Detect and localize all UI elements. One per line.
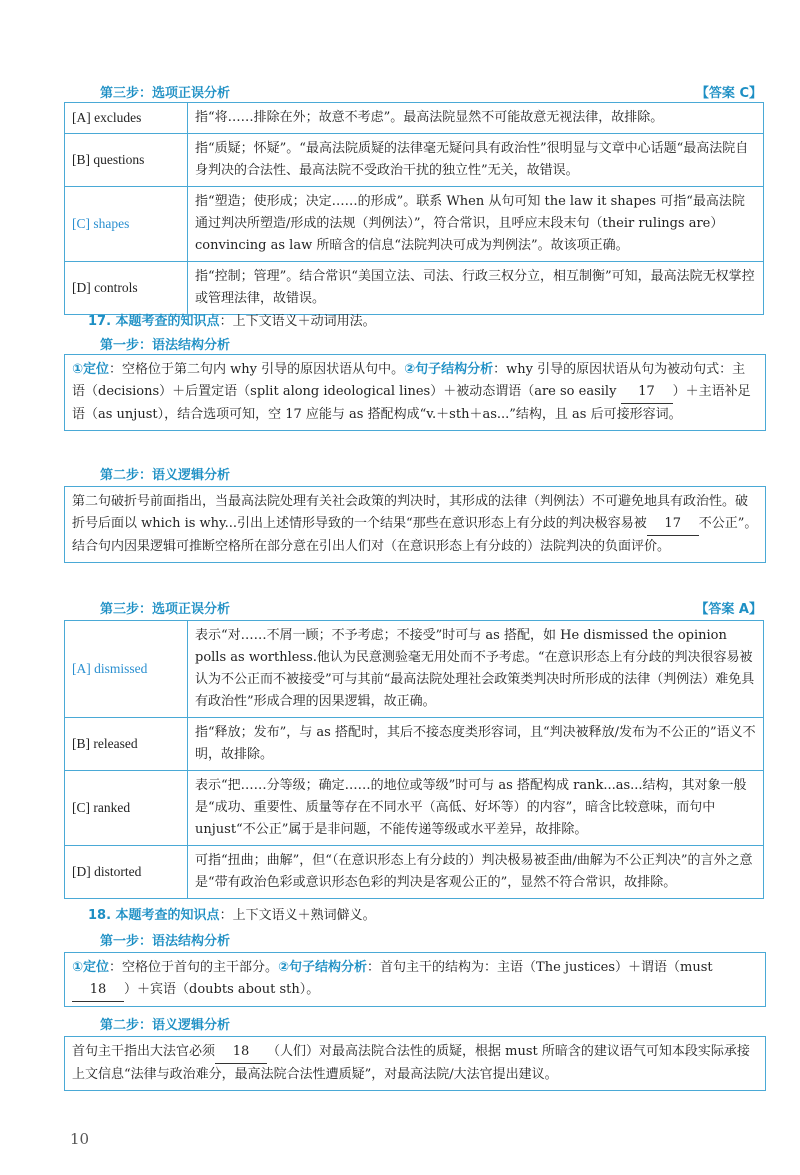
q17-step3-heading: 第三步：选项正误分析 [100,602,231,617]
q18-grammar-box [64,952,766,1007]
q18-heading [88,906,376,926]
structure-text: ：why 引导的原因状语从句为被动句式：主语（decisions）＋后置定语（split along ideological lines）＋被动态谓语（are so easily [72,362,746,399]
option-text: 指“释放；发布”，与 as 搭配时，其后不接态度类形容词，且“判决被释放/发布为不公正的”语义不明，故排除。 [188,718,764,771]
blank-18: 18 [72,979,124,1002]
structure-text: ：首句主干的结构为：主语（The justices）＋谓语（must [367,960,713,975]
q17-options-table [64,620,764,899]
table-row [65,846,764,899]
option-text: 指“控制；管理”。结合常识“美国立法、司法、行政三权分立，相互制衡”可知，最高法院无权掌控或管理法律，故错误。 [188,262,764,315]
option-text: 可指“扭曲；曲解”，但“（在意识形态上有分歧的）判决极易被歪曲/曲解为不公正判决”的言外之意是“带有政治色彩或意识形态色彩的判决是客观公正的”，显然不符合常识，故排除。 [188,846,764,899]
q16-step3-heading: 第三步：选项正误分析 [100,86,231,101]
blank-17: 17 [647,513,699,536]
logic-text: 第二句破折号前面指出，当最高法院处理有关社会政策的判决时，其形成的法律（判例法）不可避免地具有政治性。破折号后面以 which is why...引出上述情形导致的一个结果“那些在意识形态上有分歧的判决极容易被 [72,494,749,531]
q17-heading-number: 17. 本题考查的知识点 [88,314,220,329]
option-label: [A] excludes [65,103,188,134]
q17-step2-heading: 第二步：语义逻辑分析 [100,468,231,483]
locate-label: ①定位 [72,960,110,975]
locate-text: ：空格位于第二句内 why 引导的原因状语从句中。 [109,362,405,377]
option-label: [B] questions [65,134,188,187]
q18-logic-box [64,1036,766,1091]
table-row [65,187,764,262]
table-row [65,621,764,718]
logic-text: 首句主干指出大法官必须 [72,1044,216,1059]
option-label-correct: [A] dismissed [65,621,188,718]
q17-step1-heading: 第一步：语法结构分析 [100,338,231,353]
logic-text-cont: （人们）对最高法院合法性的质疑，根据 must 所暗含的建议语气可知本段实际承接上文信息“法律与政治难分，最高法院合法性遭质疑”，对最高法院/大法官提出建议。 [72,1044,750,1082]
blank-17: 17 [621,381,673,404]
q17-heading-text: ：上下文语义＋动词用法。 [219,314,376,329]
locate-text: ：空格位于首句的主干部分。 [109,960,279,975]
option-label: [D] distorted [65,846,188,899]
option-label-correct: [C] shapes [65,187,188,262]
structure-label: ②句子结构分析 [278,960,368,975]
q17-logic-box [64,486,766,563]
q18-heading-number: 18. 本题考查的知识点 [88,908,220,923]
q18-step1-heading: 第一步：语法结构分析 [100,934,231,949]
option-text: 指“将……排除在外；故意不考虑”。最高法院显然不可能故意无视法律，故排除。 [188,103,764,134]
q16-options-table [64,102,764,315]
locate-label: ①定位 [72,362,110,377]
table-row [65,718,764,771]
option-label: [C] ranked [65,771,188,846]
q18-step2-heading: 第二步：语义逻辑分析 [100,1018,231,1033]
table-row [65,134,764,187]
table-row [65,771,764,846]
table-row [65,262,764,315]
option-text: 表示“把……分等级；确定……的地位或等级”时可与 as 搭配构成 rank...as...结构，其对象一般是“成功、重要性、质量等存在不同水平（高低、好坏等）的内容”，暗含比较意味，而句中 unjust“不公正”属于是非问题，不能传递等级或水平差异，故排除。 [188,771,764,846]
q17-grammar-box [64,354,766,431]
page-number: 10 [70,1130,90,1148]
structure-text-cont: ）＋主语补足语（as unjust），结合选项可知，空 17 应能与 as 搭配构成“v.＋sth＋as...”结构，且 as 后可接形容词。 [72,384,751,422]
option-text: 指“塑造；使形成；决定……的形成”。联系 When 从句可知 the law it shapes 可指“最高法院通过判决所塑造/形成的法规（判例法）”，符合常识，且呼应末段末句（their rulings are）convincing as law 所暗含的信息“法院判决可成为判例法”。故该项正确。 [188,187,764,262]
q17-heading [88,312,376,332]
q17-answer-badge: 【答案 A】 [695,602,762,617]
option-text: 表示“对……不屑一顾；不予考虑；不接受”时可与 as 搭配，如 He dismissed the opinion polls as worthless.他认为民意测验毫无用处而不予考虑。“在意识形态上有分歧的判决很容易被认为不公正而不被接受”可与其前“最高法院处理社会政策类判决时所形成的法律（判例法）难免具有政治性”形成合理的因果逻辑，故正确。 [188,621,764,718]
q16-answer-badge: 【答案 C】 [695,86,762,101]
structure-text-cont: ）＋宾语（doubts about sth）。 [124,982,320,997]
option-text: 指“质疑；怀疑”。“最高法院质疑的法律毫无疑问具有政治性”很明显与文章中心话题“最高法院自身判决的合法性、最高法院不受政治干扰的独立性”无关，故错误。 [188,134,764,187]
structure-label: ②句子结构分析 [404,362,494,377]
option-label: [D] controls [65,262,188,315]
logic-text-cont: 不公正”。结合句内因果逻辑可推断空格所在部分意在引出人们对（在意识形态上有分歧的）法院判决的负面评价。 [72,516,758,554]
table-row [65,103,764,134]
blank-18: 18 [215,1041,267,1064]
option-label: [B] released [65,718,188,771]
q18-heading-text: ：上下文语义＋熟词僻义。 [219,908,376,923]
